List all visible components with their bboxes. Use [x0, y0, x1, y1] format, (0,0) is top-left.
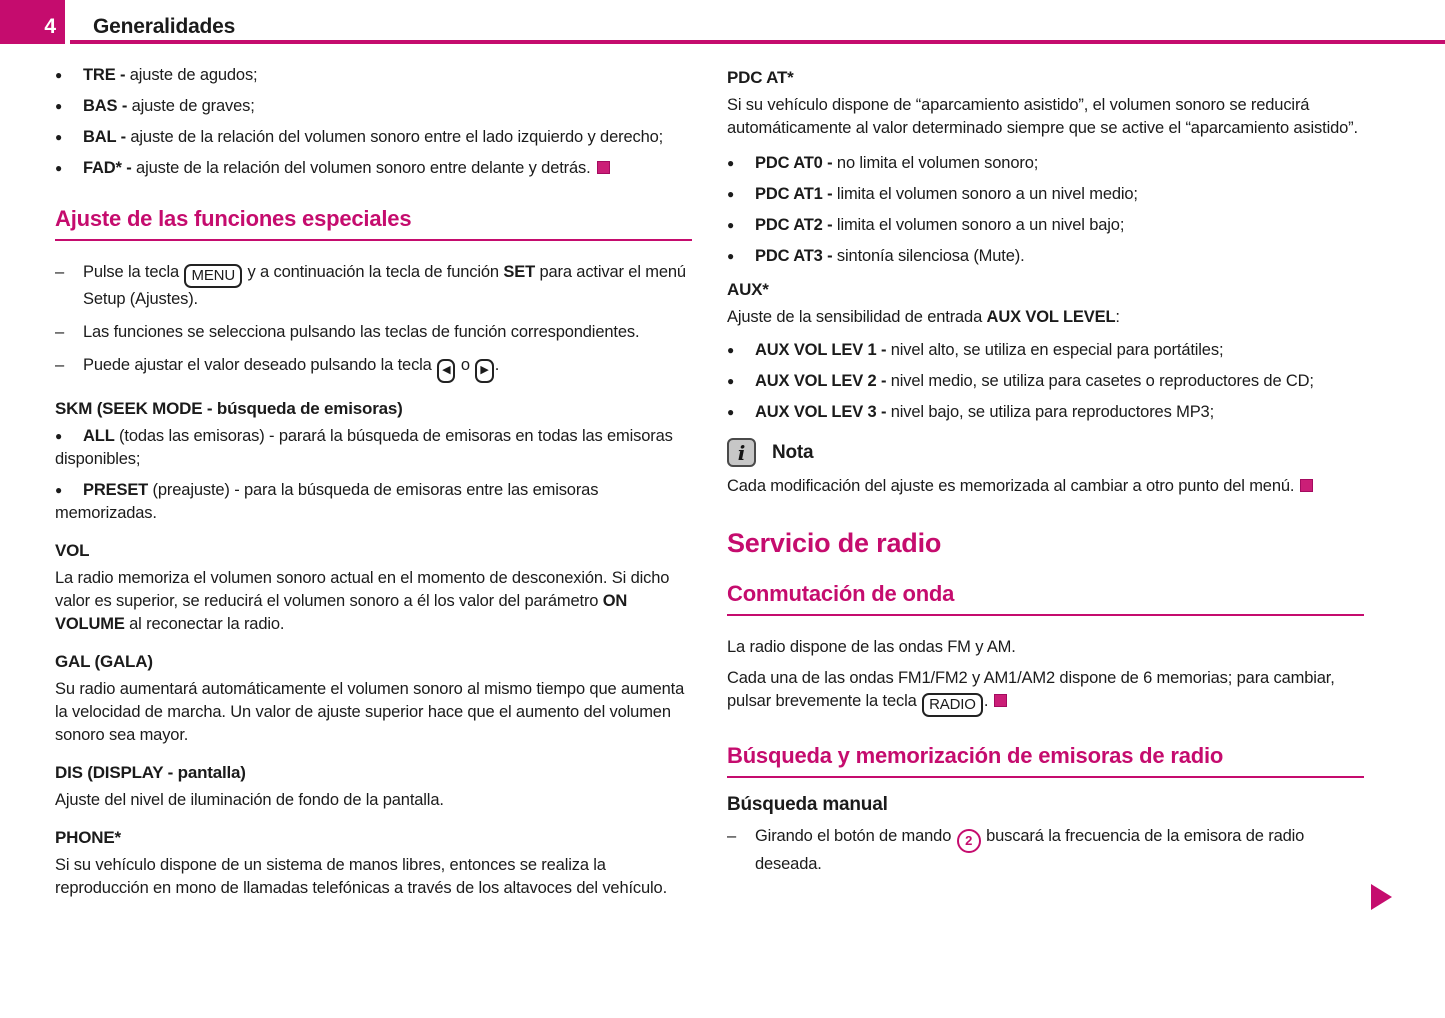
step-text — [755, 825, 1364, 876]
paragraph: Ajuste del nivel de iluminación de fondo de la pantalla. — [55, 791, 444, 809]
subheading-dis: DIS (DISPLAY - pantalla) — [55, 763, 246, 782]
description: ajuste de la relación del volumen sonoro entre el lado izquierdo y derecho; — [130, 128, 664, 146]
description: ajuste de graves; — [131, 97, 255, 115]
term: PDC AT2 - — [755, 216, 837, 234]
text: al reconectar la radio. — [124, 615, 285, 633]
section-heading-special-functions: Ajuste de las funciones especiales — [55, 206, 692, 241]
section-end-marker — [1300, 479, 1313, 492]
menu-key: MENU — [184, 264, 242, 288]
list-item — [727, 339, 1364, 362]
paragraph — [55, 567, 692, 636]
step-text — [83, 354, 692, 383]
bullet-icon: ● — [55, 483, 63, 497]
text: Cada modificación del ajuste es memorizada al cambiar a otro punto del menú. — [727, 477, 1295, 495]
paragraph — [727, 667, 1364, 717]
instruction-step — [55, 261, 692, 311]
list-item — [727, 183, 1364, 206]
list-item — [55, 126, 692, 149]
dash-icon: – — [55, 323, 65, 341]
right-column — [727, 64, 1364, 908]
text: y a continuación la tecla de función — [243, 263, 504, 281]
text: . — [983, 692, 989, 710]
section-end-marker — [597, 161, 610, 174]
subheading-vol: VOL — [55, 541, 90, 560]
text: Pulse la tecla — [83, 263, 184, 281]
list-item — [727, 370, 1364, 393]
paragraph — [727, 306, 1364, 329]
subheading-skm: SKM (SEEK MODE - búsqueda de emisoras) — [55, 399, 403, 418]
subheading-phone: PHONE* — [55, 828, 121, 847]
chapter-number-badge — [0, 0, 65, 44]
description: (todas las emisoras) - parará la búsqueda de emisoras en todas las emisoras disponibles; — [55, 427, 673, 468]
aux-list — [727, 339, 1364, 424]
bullet-icon: ● — [727, 187, 735, 201]
bullet-icon: ● — [55, 130, 63, 144]
paragraph: Su radio aumentará automáticamente el volumen sonoro al mismo tiempo que aumenta la velocidad de marcha. Un valor de ajuste superior hace que el aumento del volumen sonoro sea mayor. — [55, 680, 685, 744]
term: AUX VOL LEV 2 - — [755, 372, 891, 390]
bullet-icon: ● — [55, 68, 63, 82]
list-item — [727, 214, 1364, 237]
list-item — [727, 245, 1364, 268]
left-arrow-key-icon: ◀ — [437, 359, 455, 383]
section-end-marker — [994, 694, 1007, 707]
description: ajuste de la relación del volumen sonoro entre delante y detrás. — [136, 159, 591, 177]
bullet-icon: ● — [727, 249, 735, 263]
term: PRESET — [83, 481, 149, 499]
dash-icon: – — [727, 827, 737, 845]
note-label: Nota — [772, 441, 814, 463]
radio-key: RADIO — [922, 693, 983, 717]
list-item — [727, 152, 1364, 175]
instruction-step — [55, 354, 692, 383]
list-item — [55, 479, 692, 525]
instruction-step — [55, 321, 692, 344]
term: AUX VOL LEV 3 - — [755, 403, 891, 421]
bullet-icon: ● — [55, 99, 63, 113]
text: para activar el menú Setup (Ajustes). — [83, 263, 686, 308]
bullet-icon: ● — [55, 161, 63, 175]
right-arrow-key-icon: ▶ — [475, 359, 493, 383]
term: TRE - — [83, 66, 130, 84]
left-column — [55, 64, 692, 908]
description: sintonía silenciosa (Mute). — [836, 247, 1025, 265]
section-heading-wave-switching: Conmutación de onda — [727, 581, 1364, 616]
bullet-icon: ● — [727, 156, 735, 170]
list-item — [55, 157, 692, 180]
paragraph: Si su vehículo dispone de un sistema de manos libres, entonces se realiza la reproducción en mono de llamadas telefónicas a través de los altavoces del vehículo. — [55, 856, 668, 897]
subheading-gal: GAL (GALA) — [55, 652, 153, 671]
chapter-number: 4 — [44, 15, 56, 38]
continuation-arrow-icon — [1371, 884, 1392, 910]
paragraph: La radio dispone de las ondas FM y AM. — [727, 638, 1016, 656]
description: (preajuste) - para la búsqueda de emisoras entre las emisoras memorizadas. — [55, 481, 599, 522]
section-heading-station-search: Búsqueda y memorización de emisoras de radio — [727, 743, 1364, 778]
header-rule — [70, 40, 1445, 44]
text: : — [1115, 308, 1120, 326]
parameter-name: AUX VOL LEVEL — [986, 308, 1116, 326]
text: o — [456, 356, 475, 374]
step-text: Las funciones se selecciona pulsando las teclas de función correspondientes. — [83, 323, 640, 341]
text: Cada una de las ondas FM1/FM2 y AM1/AM2 dispone de 6 memorias; para cambiar, pulsar brevemente la tecla — [727, 669, 1335, 710]
dash-icon: – — [55, 356, 65, 374]
text: buscará la frecuencia de la emisora de radio deseada. — [755, 827, 1305, 873]
text: Girando el botón de mando — [755, 827, 956, 845]
dash-icon: – — [55, 263, 65, 281]
text: . — [494, 356, 500, 374]
description: limita el volumen sonoro a un nivel bajo; — [836, 216, 1125, 234]
note-block-header — [727, 438, 1364, 467]
bullet-icon: ● — [727, 405, 735, 419]
paragraph: Si su vehículo dispone de “aparcamiento asistido”, el volumen sonoro se reducirá automáticamente al valor determinado siempre que se active el “aparcamiento asistido”. — [727, 96, 1358, 137]
description: limita el volumen sonoro a un nivel medio; — [836, 185, 1138, 203]
list-item — [727, 401, 1364, 424]
control-ref-2-badge: 2 — [957, 829, 981, 853]
list-item — [55, 425, 692, 471]
bullet-icon: ● — [727, 343, 735, 357]
pdc-list — [727, 152, 1364, 268]
info-icon: i — [727, 438, 756, 467]
text: Puede ajustar el valor deseado pulsando la tecla — [83, 356, 437, 374]
note-text — [727, 475, 1364, 498]
term: PDC AT3 - — [755, 247, 837, 265]
term: FAD* - — [83, 159, 137, 177]
term: PDC AT1 - — [755, 185, 837, 203]
instruction-step — [727, 825, 1364, 876]
function-key-label: SET — [503, 263, 536, 281]
bullet-icon: ● — [727, 218, 735, 232]
subheading-pdc: PDC AT* — [727, 68, 794, 87]
term: PDC AT0 - — [755, 154, 837, 172]
subheading-aux: AUX* — [727, 280, 769, 299]
description: ajuste de agudos; — [129, 66, 258, 84]
list-item — [55, 64, 692, 87]
text: Ajuste de la sensibilidad de entrada — [727, 308, 987, 326]
bullet-icon: ● — [727, 374, 735, 388]
description: nivel bajo, se utiliza para reproductores MP3; — [890, 403, 1215, 421]
subheading-manual-search: Búsqueda manual — [727, 794, 888, 815]
description: nivel alto, se utiliza en especial para portátiles; — [890, 341, 1224, 359]
page-title: Generalidades — [93, 15, 236, 38]
step-text — [83, 261, 692, 311]
term: ALL — [83, 427, 115, 445]
term: BAS - — [83, 97, 132, 115]
description: no limita el volumen sonoro; — [836, 154, 1039, 172]
description: nivel medio, se utiliza para casetes o reproductores de CD; — [890, 372, 1314, 390]
text: La radio memoriza el volumen sonoro actual en el momento de desconexión. Si dicho valor es superior, se reducirá el volumen sonoro a él los valor del parámetro — [55, 569, 670, 610]
term: BAL - — [83, 128, 131, 146]
chapter-heading-radio-service: Servicio de radio — [727, 528, 942, 558]
page-content — [55, 64, 1364, 908]
bullet-icon: ● — [55, 429, 63, 443]
parameter-name: ON VOLUME — [55, 592, 628, 633]
term: AUX VOL LEV 1 - — [755, 341, 891, 359]
list-item — [55, 95, 692, 118]
